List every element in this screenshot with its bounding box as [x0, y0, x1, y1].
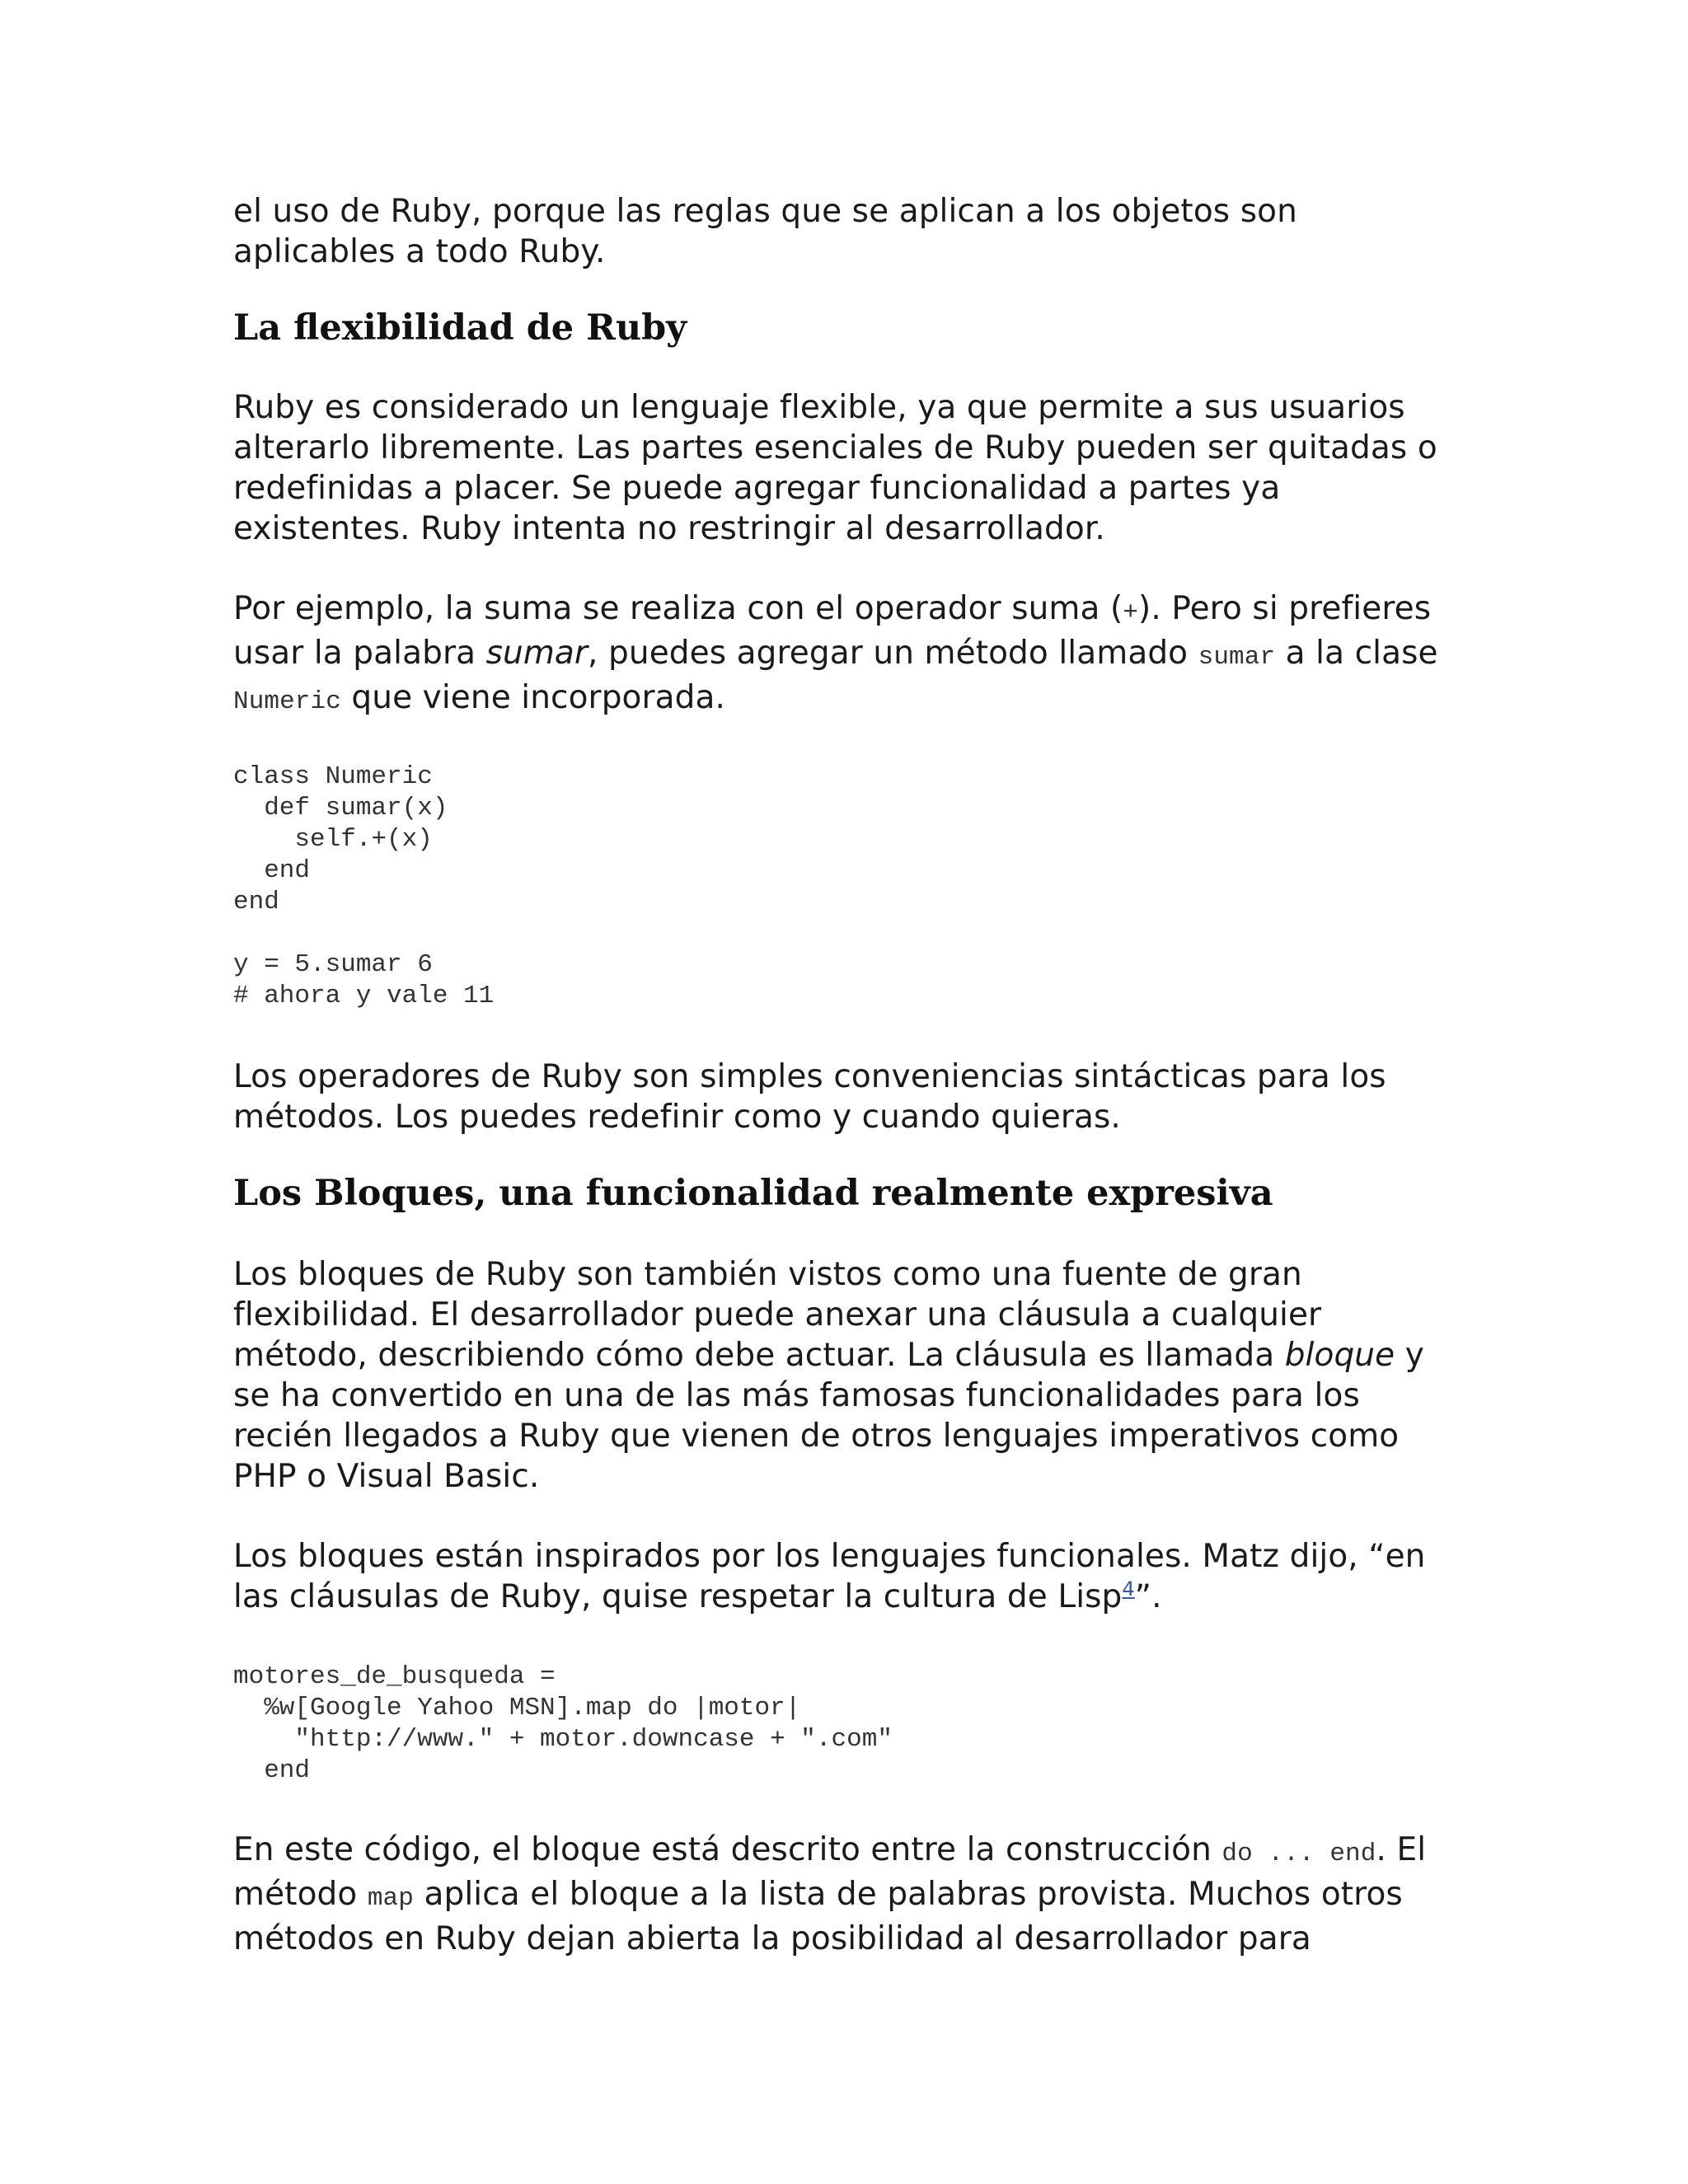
inline-code-numeric: Numeric — [233, 687, 341, 716]
text-segment: Por ejemplo, la suma se realiza con el operador suma ( — [233, 590, 1123, 627]
text-segment: En este código, el bloque está descrito entre la construcción — [233, 1831, 1222, 1868]
document-page — [233, 191, 1453, 1959]
text-segment: . El método — [233, 1831, 1427, 1913]
inline-code-plus: + — [1123, 598, 1139, 627]
footnote-link[interactable]: 4 — [1122, 1577, 1135, 1601]
heading-bloques: Los Bloques, una funcionalidad realmente expresiva — [233, 1173, 1273, 1214]
text-segment: a la clase — [1275, 635, 1438, 672]
text-segment: y se ha convertido en una de las más famosas funcionalidades para los recién llegados a Ruby que vienen de otros lenguajes imperativos como PHP o Visual Basic. — [233, 1337, 1424, 1495]
emphasis-sumar: sumar — [485, 635, 588, 672]
emphasis-bloque: bloque — [1284, 1337, 1395, 1374]
text-segment: aplica el bloque a la lista de palabras provista. Muchos otros métodos en Ruby dejan abierta la posibilidad al desarrollador para — [233, 1876, 1403, 1957]
text-segment: ”. — [1134, 1578, 1162, 1615]
paragraph-operadores: Los operadores de Ruby son simples conveniencias sintácticas para los métodos. Los puedes redefinir como y cuando quieras. — [233, 1058, 1386, 1136]
paragraph-flexible: Ruby es considerado un lenguaje flexible, ya que permite a sus usuarios alterarlo libremente. Las partes esenciales de Ruby pueden ser quitadas o redefinidas a placer. Se puede agregar funcionalidad a partes ya existentes. Ruby intenta no restringir al desarrollador. — [233, 389, 1437, 547]
text-segment: Los bloques están inspirados por los lenguajes funcionales. Matz dijo, “en las cláusulas de Ruby, quise respetar la cultura de Lisp — [233, 1538, 1426, 1615]
heading-flexibilidad: La flexibilidad de Ruby — [233, 307, 687, 349]
paragraph-matz — [233, 1536, 1453, 1617]
paragraph-explicacion — [233, 1830, 1453, 1959]
text-segment: , puedes agregar un método llamado — [588, 635, 1198, 672]
inline-code-sumar: sumar — [1198, 643, 1276, 672]
paragraph-intro: el uso de Ruby, porque las reglas que se aplican a los objetos son aplicables a todo Ruby. — [233, 193, 1297, 270]
code-block-motores: motores_de_busqueda = %w[Google Yahoo MSN].map do |motor| "http://www." + motor.downcase + ".com" end — [233, 1662, 893, 1785]
text-segment: que viene incorporada. — [340, 679, 725, 716]
code-block-numeric: class Numeric def sumar(x) self.+(x) end end y = 5.sumar 6 # ahora y vale 11 — [233, 762, 495, 1010]
inline-code-map: map — [367, 1884, 414, 1913]
inline-code-do-end: do ... end — [1221, 1840, 1376, 1868]
paragraph-bloques — [233, 1254, 1453, 1497]
text-segment: ). Pero si prefieres usar la palabra — [233, 590, 1432, 672]
paragraph-ejemplo-suma — [233, 588, 1453, 722]
text-segment: Los bloques de Ruby son también vistos como una fuente de gran flexibilidad. El desarrollador puede anexar una cláusula a cualquier método, describiendo cómo debe actuar. La cláusula es llamada — [233, 1256, 1322, 1374]
